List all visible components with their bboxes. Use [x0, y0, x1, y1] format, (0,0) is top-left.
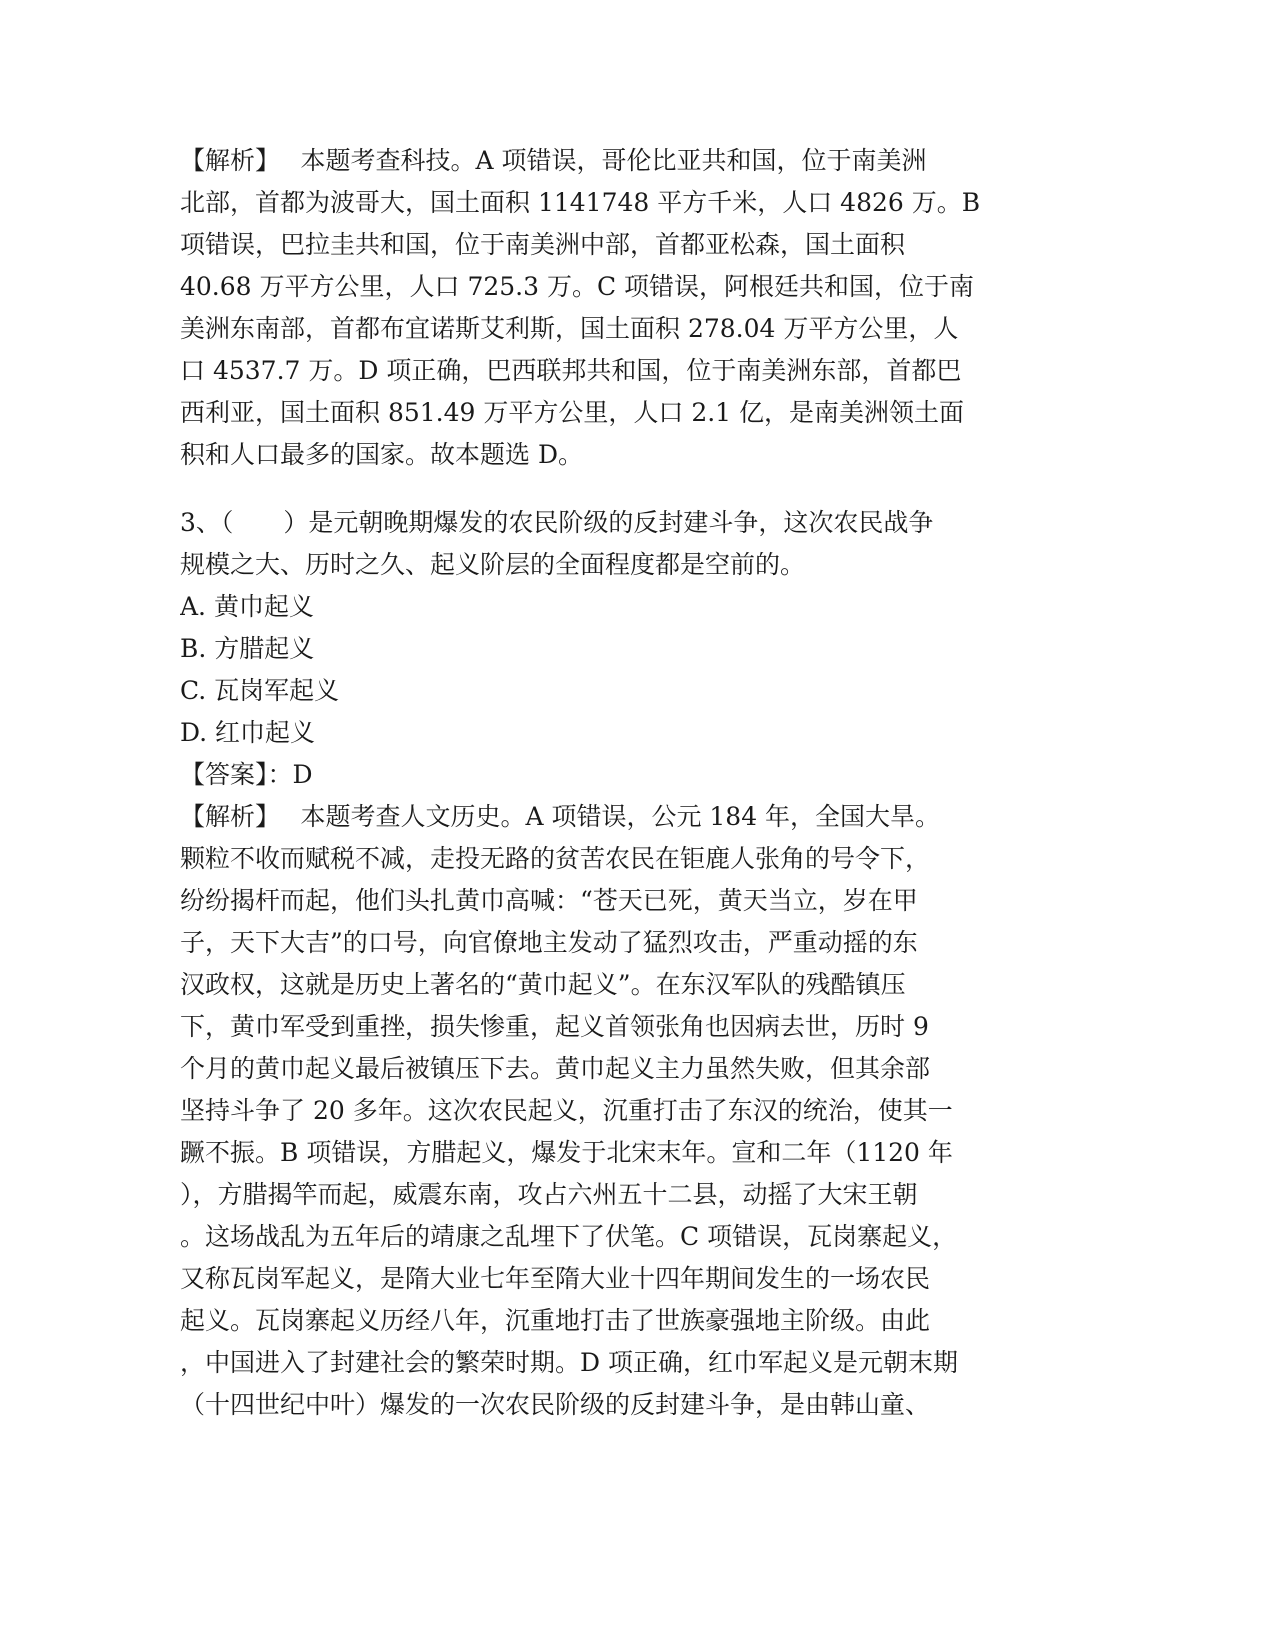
analysis-line: 40.68 万平方公里，人口 725.3 万。C 项错误，阿根廷共和国，位于南	[180, 272, 975, 301]
analysis-line: 纷纷揭杆而起，他们头扎黄巾高喊：“苍天已死，黄天当立，岁在甲	[180, 886, 918, 915]
analysis-line: 北部，首都为波哥大，国土面积 1141748 平方千米，人口 4826 万。B	[180, 188, 981, 217]
analysis-line: 。这场战乱为五年后的靖康之乱埋下了伏笔。C 项错误，瓦岗寨起义，	[180, 1222, 958, 1251]
analysis-line: ，中国进入了封建社会的繁荣时期。D 项正确，红巾军起义是元朝末期	[180, 1348, 958, 1377]
analysis-q2	[180, 140, 1040, 476]
question-3	[180, 502, 1040, 796]
option-d: D. 红巾起义	[180, 718, 316, 747]
analysis-line: ），方腊揭竿而起，威震东南，攻占六州五十二县，动摇了大宋王朝	[180, 1180, 918, 1209]
option-a: A. 黄巾起义	[180, 592, 314, 621]
analysis-line: 起义。瓦岗寨起义历经八年，沉重地打击了世族豪强地主阶级。由此	[180, 1306, 931, 1335]
analysis-q3	[180, 796, 1040, 1426]
option-c: C. 瓦岗军起义	[180, 676, 340, 705]
question-stem-line: 3、（ ）是元朝晚期爆发的农民阶级的反封建斗争，这次农民战争	[180, 508, 934, 537]
analysis-line: 子，天下大吉”的口号，向官僚地主发动了猛烈攻击，严重动摇的东	[180, 928, 918, 957]
answer-line: 【答案】：D	[180, 760, 313, 789]
section-gap	[180, 476, 1040, 502]
analysis-line: 又称瓦岗军起义，是隋大业七年至隋大业十四年期间发生的一场农民	[180, 1264, 931, 1293]
analysis-line: 坚持斗争了 20 多年。这次农民起义，沉重打击了东汉的统治，使其一	[180, 1096, 953, 1125]
analysis-line: 下，黄巾军受到重挫，损失惨重，起义首领张角也因病去世，历时 9	[180, 1012, 929, 1041]
option-b: B. 方腊起义	[180, 634, 315, 663]
analysis-line: （十四世纪中叶）爆发的一次农民阶级的反封建斗争，是由韩山童、	[180, 1390, 931, 1419]
analysis-line: 项错误，巴拉圭共和国，位于南美洲中部，首都亚松森，国土面积	[180, 230, 906, 259]
analysis-line: 【解析】 本题考查科技。A 项错误，哥伦比亚共和国，位于南美洲	[180, 146, 927, 175]
analysis-line: 积和人口最多的国家。故本题选 D。	[180, 440, 583, 469]
analysis-line: 【解析】 本题考查人文历史。A 项错误，公元 184 年，全国大旱。	[180, 802, 941, 831]
analysis-line: 蹶不振。B 项错误，方腊起义，爆发于北宋末年。宣和二年（1120 年	[180, 1138, 953, 1167]
analysis-line: 美洲东南部，首都布宜诺斯艾利斯，国土面积 278.04 万平方公里，人	[180, 314, 959, 343]
analysis-line: 颗粒不收而赋税不减，走投无路的贫苦农民在钜鹿人张角的号令下，	[180, 844, 931, 873]
analysis-line: 口 4537.7 万。D 项正确，巴西联邦共和国，位于南美洲东部，首都巴	[180, 356, 962, 385]
analysis-line: 西利亚，国土面积 851.49 万平方公里，人口 2.1 亿，是南美洲领土面	[180, 398, 965, 427]
analysis-line: 汉政权，这就是历史上著名的“黄巾起义”。在东汉军队的残酷镇压	[180, 970, 906, 999]
question-stem-line: 规模之大、历时之久、起义阶层的全面程度都是空前的。	[180, 550, 806, 579]
document-page	[180, 140, 1040, 1426]
analysis-line: 个月的黄巾起义最后被镇压下去。黄巾起义主力虽然失败，但其余部	[180, 1054, 931, 1083]
